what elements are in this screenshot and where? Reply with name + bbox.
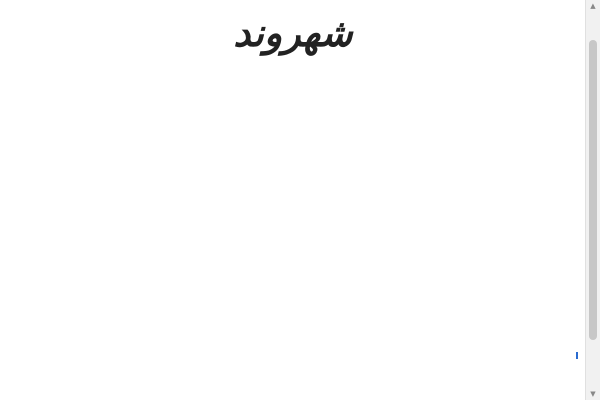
article-line [8, 281, 578, 291]
selected-text[interactable] [576, 352, 578, 359]
article-line [8, 261, 578, 271]
masthead [0, 4, 586, 62]
article-line [8, 331, 578, 341]
article-body [8, 111, 578, 381]
article-line [8, 191, 578, 201]
article-line [8, 111, 578, 121]
article-line [8, 321, 578, 331]
article-line [8, 231, 578, 241]
scroll-down-arrow-icon[interactable]: ▼ [590, 390, 596, 398]
article-line [8, 161, 578, 171]
article-line [8, 221, 578, 231]
article-line [8, 361, 578, 371]
site-logo[interactable]: شهروند [233, 10, 353, 55]
article-line [8, 211, 578, 221]
article-line [8, 341, 578, 351]
article-line [8, 301, 578, 311]
scrollbar-thumb[interactable] [589, 40, 597, 340]
article-line [8, 121, 578, 131]
article-line [8, 371, 578, 381]
article-line [8, 131, 578, 141]
article-line [8, 241, 578, 251]
scroll-up-arrow-icon[interactable]: ▲ [590, 2, 596, 10]
article-line [8, 181, 578, 191]
vertical-scrollbar[interactable] [585, 0, 600, 400]
article-line [8, 171, 578, 181]
article-line-selected[interactable] [8, 351, 578, 361]
article-line [8, 251, 578, 261]
article-line [8, 141, 578, 151]
article-line [8, 201, 578, 211]
article-line [8, 151, 578, 161]
article-line [8, 311, 578, 321]
article-line [8, 271, 578, 281]
article-line [8, 291, 578, 301]
